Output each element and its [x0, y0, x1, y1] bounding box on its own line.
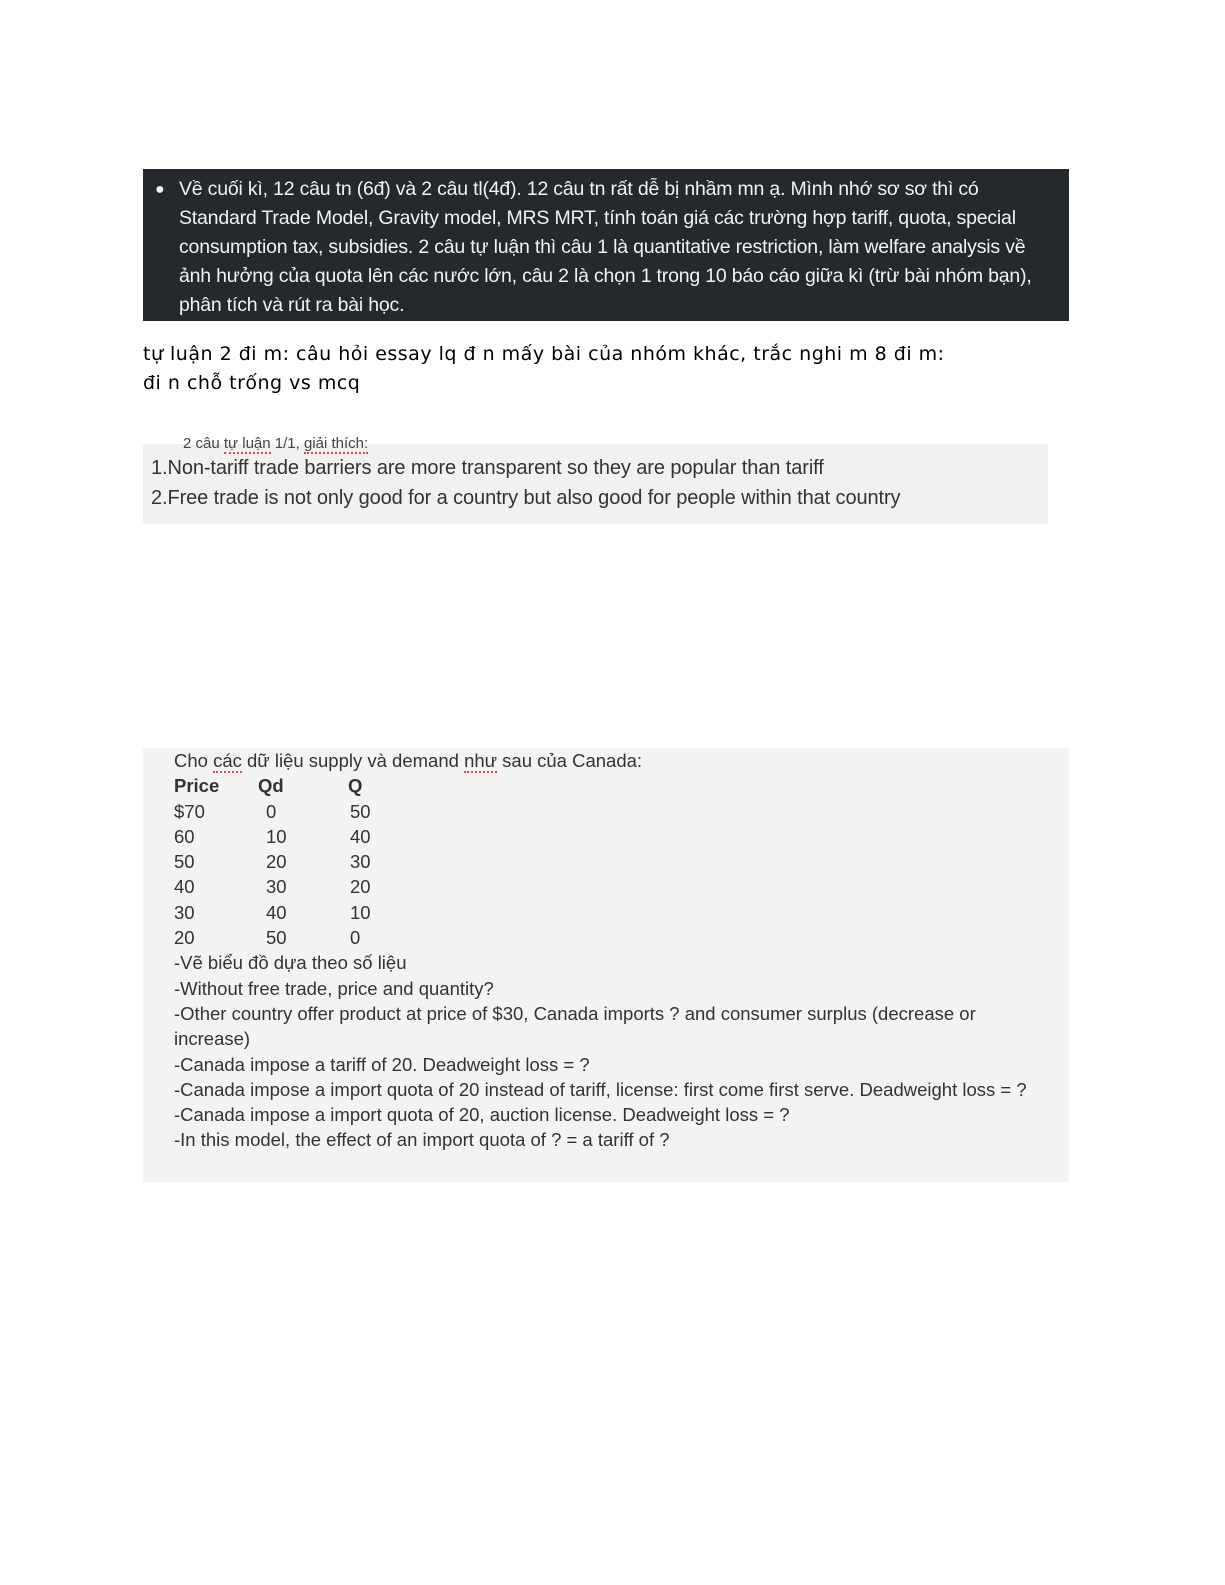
cell-q: 50	[350, 800, 371, 822]
intro-d: như	[464, 750, 498, 771]
cut-text-a: 2 câu	[183, 435, 224, 452]
typed-note-line-1: tự luận 2 đi m: câu hỏi essay lq đ n mấy bài của nhóm khác, trắc nghi m 8 đi m:	[143, 343, 945, 365]
cut-text-d: giải thích:	[303, 435, 369, 452]
essay-question-2: 2.Free trade is not only good for a country but also good for people within that country	[151, 487, 901, 509]
cell-qd: 40	[266, 901, 287, 923]
question-6: -Canada impose a import quota of 20, auction license. Deadweight loss = ?	[174, 1104, 790, 1126]
cell-price: 30	[174, 901, 195, 923]
cut-text-c: 1/1,	[270, 435, 304, 452]
question-2: -Without free trade, price and quantity?	[174, 977, 494, 999]
cell-price: 20	[174, 927, 195, 949]
supply-demand-table	[174, 773, 410, 950]
cell-q: 20	[350, 876, 371, 898]
typed-note	[143, 340, 1063, 398]
cell-qd: 10	[266, 825, 287, 847]
header-price: Price	[174, 775, 220, 797]
question-4: -Canada impose a tariff of 20. Deadweight loss = ?	[174, 1053, 590, 1075]
table-row	[174, 849, 410, 874]
table-row	[174, 874, 410, 899]
question-3: -Other country offer product at price of $30, Canada imports ? and consumer surplus (decrease or increase)	[174, 1002, 976, 1050]
question-5: -Canada impose a import quota of 20 instead of tariff, license: first come first serve. Deadweight loss = ?	[174, 1078, 1027, 1100]
cell-q: 10	[350, 901, 371, 923]
table-header-row	[174, 773, 410, 798]
table-row	[174, 824, 410, 849]
cell-q: 0	[350, 927, 361, 949]
intro-e: sau của Canada:	[497, 750, 643, 771]
cut-off-heading	[183, 435, 368, 452]
cell-qd: 50	[266, 927, 287, 949]
cell-qd: 30	[266, 876, 287, 898]
essay-question-1: 1.Non-tariff trade barriers are more transparent so they are popular than tariff	[151, 457, 824, 479]
question-7: -In this model, the effect of an import quota of ? = a tariff of ?	[174, 1129, 670, 1151]
cell-price: 40	[174, 876, 195, 898]
table-row	[174, 900, 410, 925]
cell-qd: 0	[266, 800, 277, 822]
exercise-screenshot	[143, 748, 1069, 1182]
bullet-icon: ●	[155, 181, 165, 198]
cell-price: $70	[174, 800, 205, 822]
essay-questions-screenshot	[143, 435, 1048, 524]
table-row	[174, 925, 410, 950]
cell-price: 50	[174, 851, 195, 873]
question-1: -Vẽ biểu đồ dựa theo số liệu	[174, 952, 407, 974]
dark-note-text: Về cuối kì, 12 câu tn (6đ) và 2 câu tl(4đ). 12 câu tn rất dễ bị nhầm mn ạ. Mình nhớ sơ sơ thì có Standard Trade Model, Gravity model, MRS MRT, tính toán giá các trường hợp tariff, quota, special consumption tax, subsidies. 2 câu tự luận thì câu 1 là quantitative restriction, làm welfare analysis về ảnh hưởng của quota lên các nước lớn, câu 2 là chọn 1 trong 10 báo cáo giữa kì (trừ bài nhóm bạn), phân tích và rút ra bài học.	[179, 178, 1032, 316]
intro-a: Cho	[174, 750, 214, 771]
cell-qd: 20	[266, 851, 287, 873]
cell-price: 60	[174, 825, 195, 847]
header-qd: Qd	[258, 775, 284, 797]
cell-q: 30	[350, 851, 371, 873]
intro-b: các	[213, 750, 242, 771]
table-row	[174, 799, 410, 824]
exercise-intro	[174, 748, 1049, 773]
cell-q: 40	[350, 825, 371, 847]
header-q: Q	[348, 775, 363, 797]
dark-note-screenshot	[143, 169, 1069, 321]
typed-note-line-2: đi n chỗ trống vs mcq	[143, 372, 361, 394]
cut-text-b: tự luận	[223, 435, 271, 452]
intro-c: dữ liệu supply và demand	[241, 750, 465, 771]
